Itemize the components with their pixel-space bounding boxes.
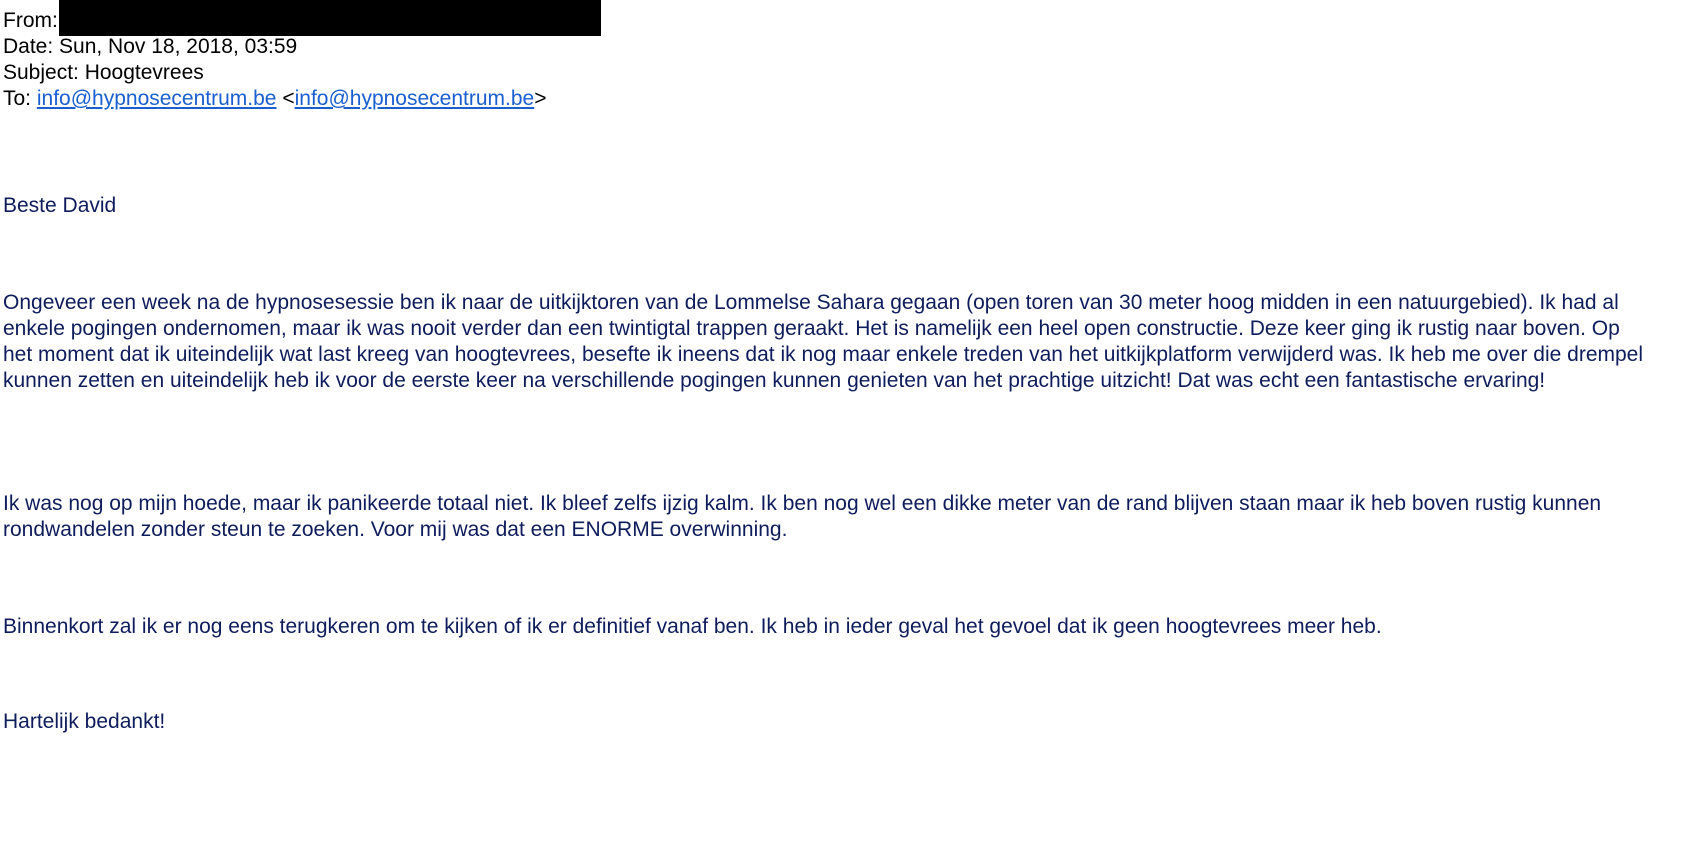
from-line [3, 8, 601, 34]
subject-line: Subject: Hoogtevrees [3, 61, 204, 84]
paragraph-1: Ongeveer een week na de hypnosesessie ben ik naar de uitkijktoren van de Lommelse Sahara gegaan (open toren van 30 meter hoog midden in een natuurgebied). Ik had al enkele pogingen ondernomen, maar ik was nooit verder dan een twintigtal trappen geraakt. Het is namelijk een heel open constructie. Deze keer ging ik rustig naar boven. Op het moment dat ik uiteindelijk wat last kreeg van hoogtevrees, besefte ik ineens dat ik nog maar enkele treden van het uitkijkplatform verwijderd was. Ik heb me over die drempel kunnen zetten en uiteindelijk heb ik voor de eerste keer na verschillende pogingen kunnen genieten van het prachtige uitzicht! Dat was echt een fantastische ervaring! [3, 291, 1644, 392]
to-bracket-close: > [534, 87, 547, 110]
date-line: Date: Sun, Nov 18, 2018, 03:59 [3, 35, 298, 58]
from-label: From: [3, 9, 58, 32]
to-label: To: [3, 87, 32, 110]
email-header [3, 8, 601, 112]
paragraph-3: Binnenkort zal ik er nog eens terugkeren om te kijken of ik er definitief vanaf ben. Ik heb in ieder geval het gevoel dat ik geen hoogtevrees meer heb. [3, 615, 1382, 638]
redacted-sender [59, 0, 601, 36]
to-bracket-open: < [282, 87, 295, 110]
paragraph-2: Ik was nog op mijn hoede, maar ik panikeerde totaal niet. Ik bleef zelfs ijzig kalm. Ik ben nog wel een dikke meter van de rand blijven staan maar ik heb boven rustig kunnen rondwandelen zonder steun te zoeken. Voor mij was dat een ENORME overwinning. [3, 492, 1602, 541]
closing: Hartelijk bedankt! [3, 710, 166, 733]
greeting: Beste David [3, 194, 117, 217]
to-email-link-bracketed[interactable]: info@hypnosecentrum.be [294, 87, 535, 110]
to-email-link[interactable]: info@hypnosecentrum.be [36, 87, 277, 110]
to-line [3, 86, 601, 112]
